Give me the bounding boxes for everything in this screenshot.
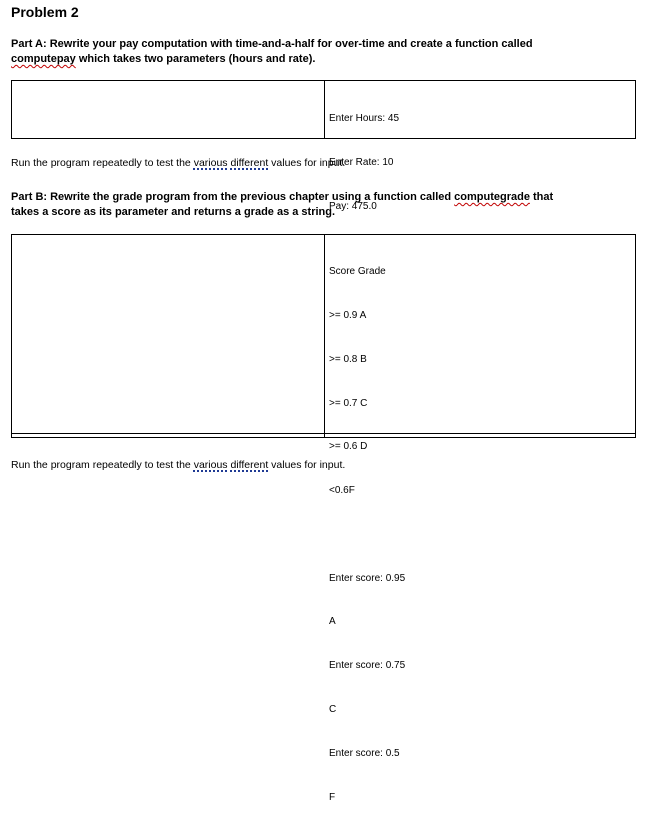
instruction-prefix: Run the program repeatedly to test the: [11, 459, 194, 471]
output-line: [329, 528, 405, 543]
instruction-term-different: different: [230, 157, 269, 169]
output-line: >= 0.9 A: [329, 309, 367, 321]
output-line: A: [329, 616, 336, 628]
part-b-heading-line1-prefix: Part B: Rewrite the grade program from the previous chapter using a function called: [11, 191, 455, 203]
part-a-table-divider: [324, 81, 325, 138]
output-line: Score Grade: [329, 266, 386, 278]
instruction-term-various: various: [193, 157, 228, 169]
part-b-heading-line1-suffix: that: [529, 191, 554, 203]
part-a-heading-line2-rest: which takes two parameters (hours and rate).: [75, 53, 316, 65]
computepay-term: computepay: [11, 53, 76, 65]
output-line: Enter score: 0.75: [329, 660, 406, 672]
problem-title: Problem 2: [11, 4, 79, 20]
output-line: >= 0.8 B: [329, 353, 367, 365]
instruction-suffix: values for input.: [268, 157, 346, 169]
part-b-heading: [11, 190, 553, 220]
output-line: C: [329, 704, 337, 715]
output-line: <0.6F: [329, 485, 355, 497]
output-line: >= 0.6 D: [329, 441, 368, 453]
part-b-heading-line2: takes a score as its parameter and returns a grade as a string.: [11, 206, 336, 218]
part-a-heading: [11, 37, 533, 67]
computegrade-term: computegrade: [454, 191, 530, 203]
part-b-table-inner-rule: [12, 433, 635, 434]
output-line: >= 0.7 C: [329, 397, 368, 409]
output-line: Enter Rate: 10: [329, 156, 394, 168]
instruction-suffix: values for input.: [268, 459, 346, 471]
part-a-heading-line2: [11, 52, 533, 67]
part-b-output: [329, 236, 405, 834]
output-line: Pay: 475.0: [329, 200, 377, 212]
output-line: Enter score: 0.95: [329, 572, 406, 584]
output-line: Enter Hours: 45: [329, 113, 400, 125]
output-line: F: [329, 791, 336, 803]
part-b-table-divider: [324, 235, 325, 437]
part-a-instruction: [11, 156, 345, 170]
part-b-instruction: [11, 458, 345, 472]
part-b-heading-line1: [11, 190, 553, 205]
part-a-heading-line1: Part A: Rewrite your pay computation with time-and-a-half for over-time and create a function called: [11, 38, 533, 50]
instruction-term-different: different: [230, 459, 269, 471]
output-line: Enter score: 0.5: [329, 747, 400, 759]
instruction-prefix: Run the program repeatedly to test the: [11, 157, 194, 169]
instruction-term-various: various: [193, 459, 228, 471]
